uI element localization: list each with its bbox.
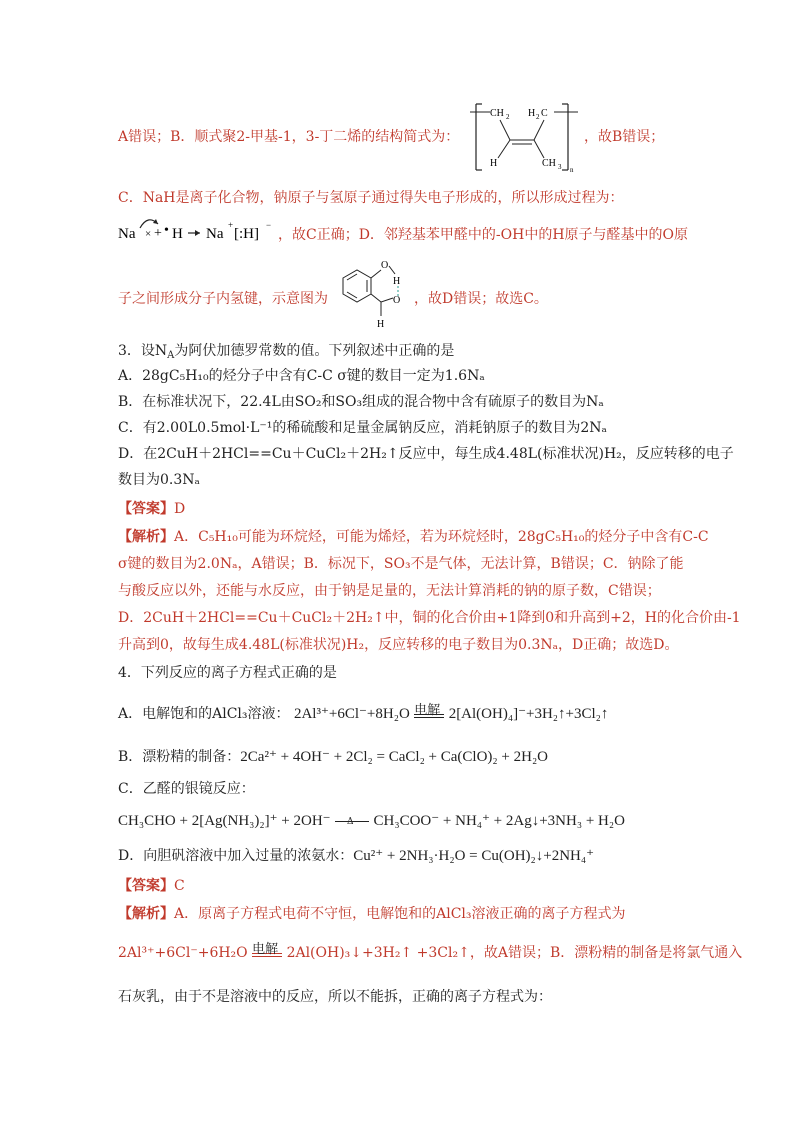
q4-option-d: D．向胆矾溶液中加入过量的浓氨水：Cu²⁺ + 2NH₃·H₂O = Cu(OH)₂↓+2NH₄⁺: [118, 848, 595, 864]
q3-answer: 【答案】D: [118, 501, 186, 517]
text-line-d-tail: ，故D错误；故选C。: [414, 291, 548, 307]
ch2-left-label: CH: [490, 108, 504, 119]
h-atom: H: [172, 226, 183, 242]
q4-option-c-equation: CH₃CHO + 2[Ag(NH₃)₂]⁺ + 2OH⁻ Δ CH₃COO⁻ + NH₄⁺ + 2Ag↓+3NH₃ + H₂O: [118, 813, 625, 829]
text-line-ab-tail: ，故B错误；: [584, 129, 665, 145]
h2c-right-label: H: [528, 108, 536, 119]
q4-answer: 【答案】C: [118, 878, 185, 894]
oh-hydrogen: H: [393, 276, 401, 287]
q3-option-d-line2: 数目为0.3Nₐ: [118, 472, 200, 488]
q3-analysis-line2: σ键的数目为2.0Nₐ，A错误；B．标况下，SO₃不是气体，无法计算，B错误；C．钠除了能: [118, 556, 684, 572]
cho-oxygen: O: [393, 295, 401, 306]
text-line-c: C．NaH是离子化合物，钠原子与氢原子通过得失电子形成的，所以形成过程为：: [118, 190, 624, 206]
q3-analysis-line4: D．2CuH＋2HCl==Cu＋CuCl₂＋2H₂↑中，铜的化合价由+1降到0和升高到+2，H的化合价由-1: [118, 610, 741, 626]
q3-option-a: A．28gC₅H₁₀的烃分子中含有C-C σ键的数目一定为1.6Nₐ: [118, 368, 485, 384]
q3-option-b: B．在标准状况下，22.4L由SO₂和SO₃组成的混合物中含有硫原子的数目为Nₐ: [118, 394, 604, 410]
q4-analysis-line3: 石灰乳，由于不是溶液中的反应，所以不能拆，正确的离子方程式为：: [118, 989, 552, 1005]
svg-text:−: −: [266, 220, 272, 230]
product-na: Na: [206, 226, 224, 242]
svg-text:C: C: [541, 108, 548, 119]
h-atom-label: H: [490, 158, 498, 169]
q3-analysis-line5: 升高到0，故每生成4.48L(标准状况)H₂，反应转移的电子数目为0.3Nₐ，D正确；故选D。: [118, 637, 679, 653]
svg-text:×: ×: [145, 228, 152, 240]
q4-option-c: C．乙醛的银镜反应：: [118, 781, 255, 797]
text-line-c-rest: ，故C正确；D．邻羟基苯甲醛中的-OH中的H原子与醛基中的O原: [278, 227, 689, 243]
nah-formation-diagram: [118, 214, 276, 246]
q4-stem: 4．下列反应的离子方程式正确的是: [118, 665, 337, 681]
q4-option-a: A．电解饱和的AlCl₃溶液： 2Al³⁺+6Cl⁻+8H₂O 电解 2[Al(OH)₄]⁻+3H₂↑+3Cl₂↑: [118, 703, 609, 722]
q4-option-b: B．漂粉精的制备：2Ca²⁺ + 4OH⁻ + 2Cl₂ = CaCl₂ + Ca(ClO)₂ + 2H₂O: [118, 749, 549, 765]
ch3-label: CH: [542, 158, 556, 169]
polymer-intro: A错误；B．顺式聚2-甲基-1，3-丁二烯的结构简式为：: [118, 129, 460, 145]
q3-option-c: C．有2.00L0.5mol·L⁻¹的稀硫酸和足量金属钠反应，消耗钠原子的数目为2Nₐ: [118, 420, 607, 436]
svg-text:+: +: [154, 226, 162, 241]
repeat-n-label: n: [570, 166, 574, 174]
svg-text:+: +: [228, 220, 234, 230]
q3-analysis-line1: 【解析】A．C₅H₁₀可能为环烷烃，可能为烯烃，若为环烷烃时，28gC₅H₁₀的烃分子中含有C-C: [118, 529, 709, 545]
q3-analysis-line3: 与酸反应以外，还能与水反应，由于钠是足量的，无法计算消耗的钠的原子数，C错误；: [118, 583, 661, 599]
text-line-d: 子之间形成分子内氢键，示意图为: [118, 291, 328, 307]
q3-stem: 3．设$N_A$为阿伏加德罗常数的值。下列叙述中正确的是: [118, 343, 455, 361]
oh-oxygen: O: [381, 260, 389, 271]
cho-hydrogen: H: [377, 319, 385, 330]
na-atom: Na: [118, 226, 136, 242]
q4-analysis-line1: 【解析】A．原离子方程式电荷不守恒，电解饱和的AlCl₃溶液正确的离子方程式为: [118, 906, 626, 922]
polymer-structure-diagram: [470, 100, 580, 175]
svg-text:3: 3: [558, 163, 562, 171]
hydrogen-bond-diagram: [325, 256, 411, 330]
svg-text:2: 2: [506, 113, 510, 121]
svg-text:2: 2: [536, 113, 540, 121]
q4-a-condition: 电解: [414, 703, 441, 718]
q4-analysis-line2: 2Al³⁺+6Cl⁻+6H₂O 电解 2Al(OH)₃↓+3H₂↑ +3Cl₂↑，故A错误；B．漂粉精的制备是将氯气通入: [118, 942, 743, 961]
svg-text:•: •: [164, 223, 169, 238]
q3-option-d-line1: D．在2CuH＋2HCl==Cu＋CuCl₂＋2H₂↑反应中，每生成4.48L(标准状况)H₂，反应转移的电子: [118, 446, 734, 462]
product-h: [:H]: [234, 226, 259, 242]
